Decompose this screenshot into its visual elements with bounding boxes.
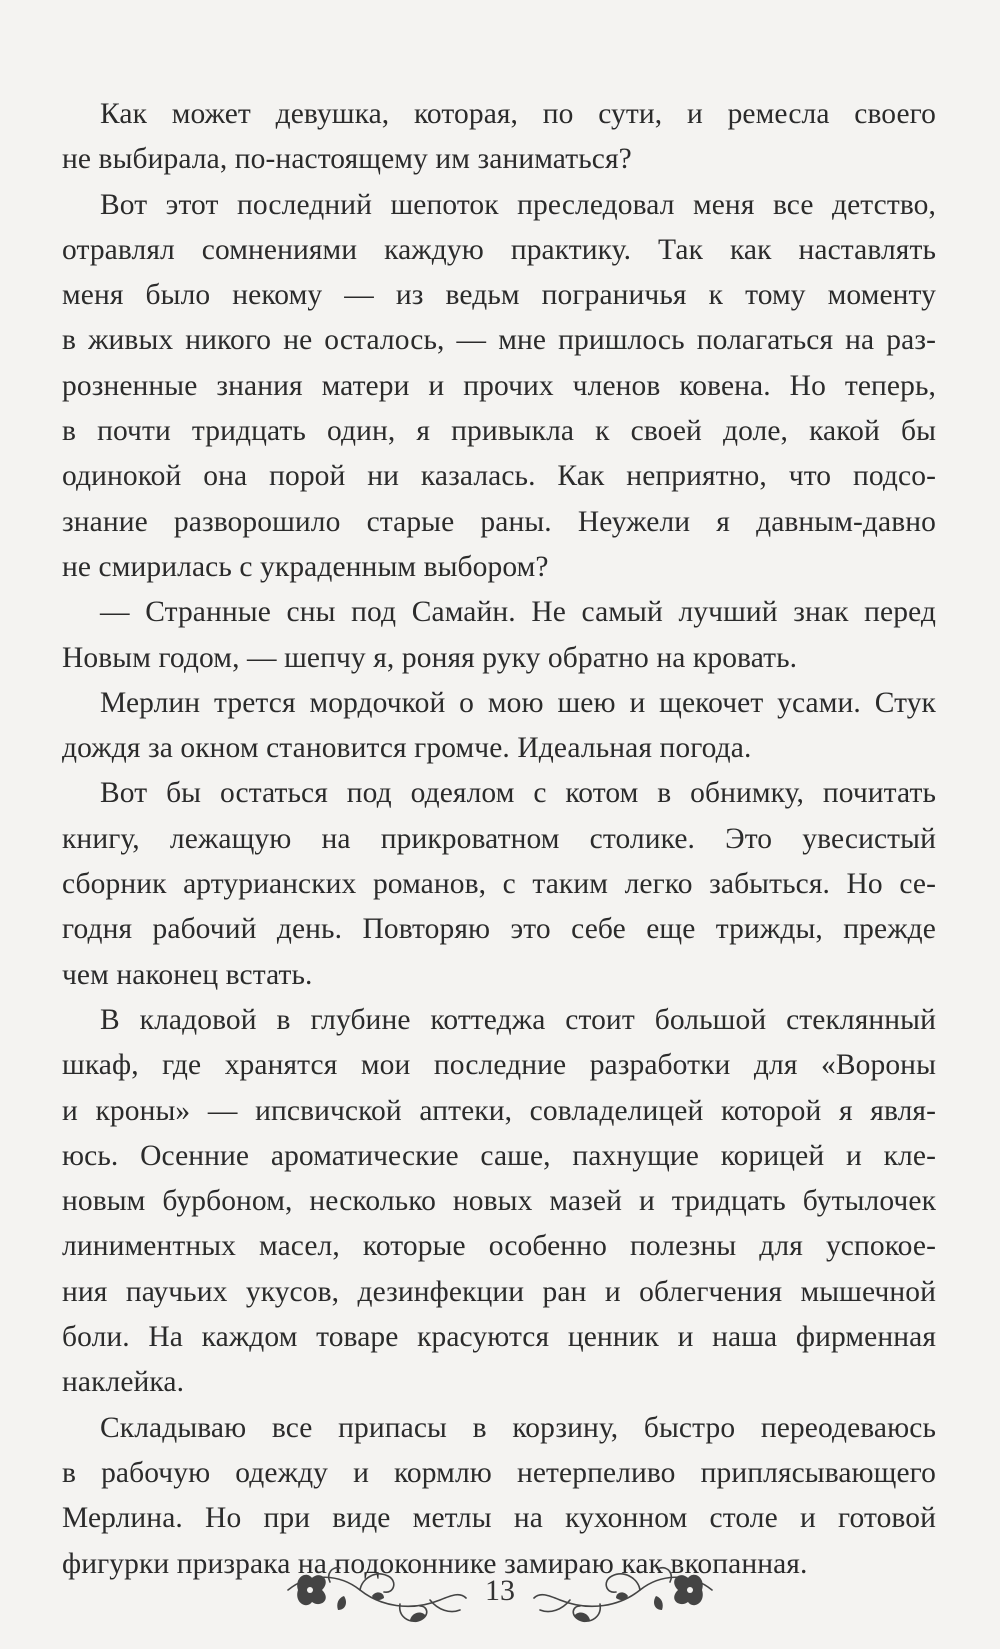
page-number: 13 bbox=[485, 1574, 515, 1607]
text-line: отравлял сомнениями каждую практику. Так как наставлять bbox=[62, 233, 936, 266]
text-line: В кладовой в глубине коттеджа стоит большой стеклянный bbox=[100, 1003, 936, 1036]
text-line: в живых никого не осталось, — мне пришлось полагаться на раз- bbox=[62, 324, 936, 357]
text-line: Мерлина. Но при виде метлы на кухонном столе и готовой bbox=[62, 1502, 936, 1535]
text-line: в рабочую одежду и кормлю нетерпеливо приплясывающего bbox=[62, 1456, 936, 1489]
floral-vine-right-ornament-icon bbox=[530, 1560, 720, 1630]
page-footer bbox=[0, 1560, 1000, 1630]
text-line: не выбирала, по-настоящему им заниматься? bbox=[62, 143, 632, 176]
text-line: одинокой она порой ни казалась. Как неприятно, что подсо- bbox=[62, 460, 936, 493]
text-line: Вот этот последний шепоток преследовал меня все детство, bbox=[100, 188, 936, 221]
text-line: новым бурбоном, несколько новых мазей и тридцать бутылочек bbox=[62, 1185, 936, 1218]
text-line: дождя за окном становится громче. Идеальная погода. bbox=[62, 732, 752, 765]
text-line: юсь. Осенние ароматические саше, пахнущие корицей и кле- bbox=[62, 1139, 936, 1172]
text-line: годня рабочий день. Повторяю это себе еще трижды, прежде bbox=[62, 913, 936, 946]
text-line: не смирилась с украденным выбором? bbox=[62, 550, 549, 583]
text-line: наклейка. bbox=[62, 1366, 185, 1399]
text-line: Вот бы остаться под одеялом с котом в обнимку, почитать bbox=[100, 777, 936, 810]
text-line: Новым годом, — шепчу я, роняя руку обратно на кровать. bbox=[62, 641, 798, 674]
text-line: чем наконец встать. bbox=[62, 958, 313, 991]
text-line: в почти тридцать один, я привыкла к своей доле, какой бы bbox=[62, 415, 936, 448]
text-line: розненные знания матери и прочих членов ковена. Но теперь, bbox=[62, 369, 936, 402]
text-line: ния паучьих укусов, дезинфекции ран и облегчения мышечной bbox=[62, 1275, 936, 1308]
text-line: — Странные сны под Самайн. Не самый лучший знак перед bbox=[100, 596, 936, 629]
text-line: Как может девушка, которая, по сути, и ремесла своего bbox=[100, 98, 936, 130]
text-line: фигурки призрака на подоконнике замираю как вкопанная. bbox=[62, 1547, 808, 1580]
text-line: знание разворошило старые раны. Неужели я давным-давно bbox=[62, 505, 936, 538]
text-line: и кроны» — ипсвичской аптеки, совладелицей которой я явля- bbox=[62, 1094, 936, 1127]
text-line: боли. На каждом товаре красуются ценник и наша фирменная bbox=[62, 1321, 936, 1354]
text-line: линиментных масел, которые особенно полезны для успокое- bbox=[62, 1230, 936, 1263]
floral-vine-left-ornament-icon bbox=[280, 1560, 470, 1630]
text-line: сборник артурианских романов, с таким легко забыться. Но се- bbox=[62, 868, 936, 901]
text-line: меня было некому — из ведьм пограничья к тому моменту bbox=[62, 279, 936, 312]
text-line: шкаф, где хранятся мои последние разработки для «Вороны bbox=[62, 1049, 936, 1082]
page-body-text bbox=[62, 92, 936, 1587]
text-line: Мерлин трется мордочкой о мою шею и щекочет усами. Стук bbox=[100, 686, 936, 719]
text-line: книгу, лежащую на прикроватном столике. Это увесистый bbox=[62, 822, 936, 855]
text-line: Складываю все припасы в корзину, быстро переодеваюсь bbox=[100, 1411, 936, 1444]
